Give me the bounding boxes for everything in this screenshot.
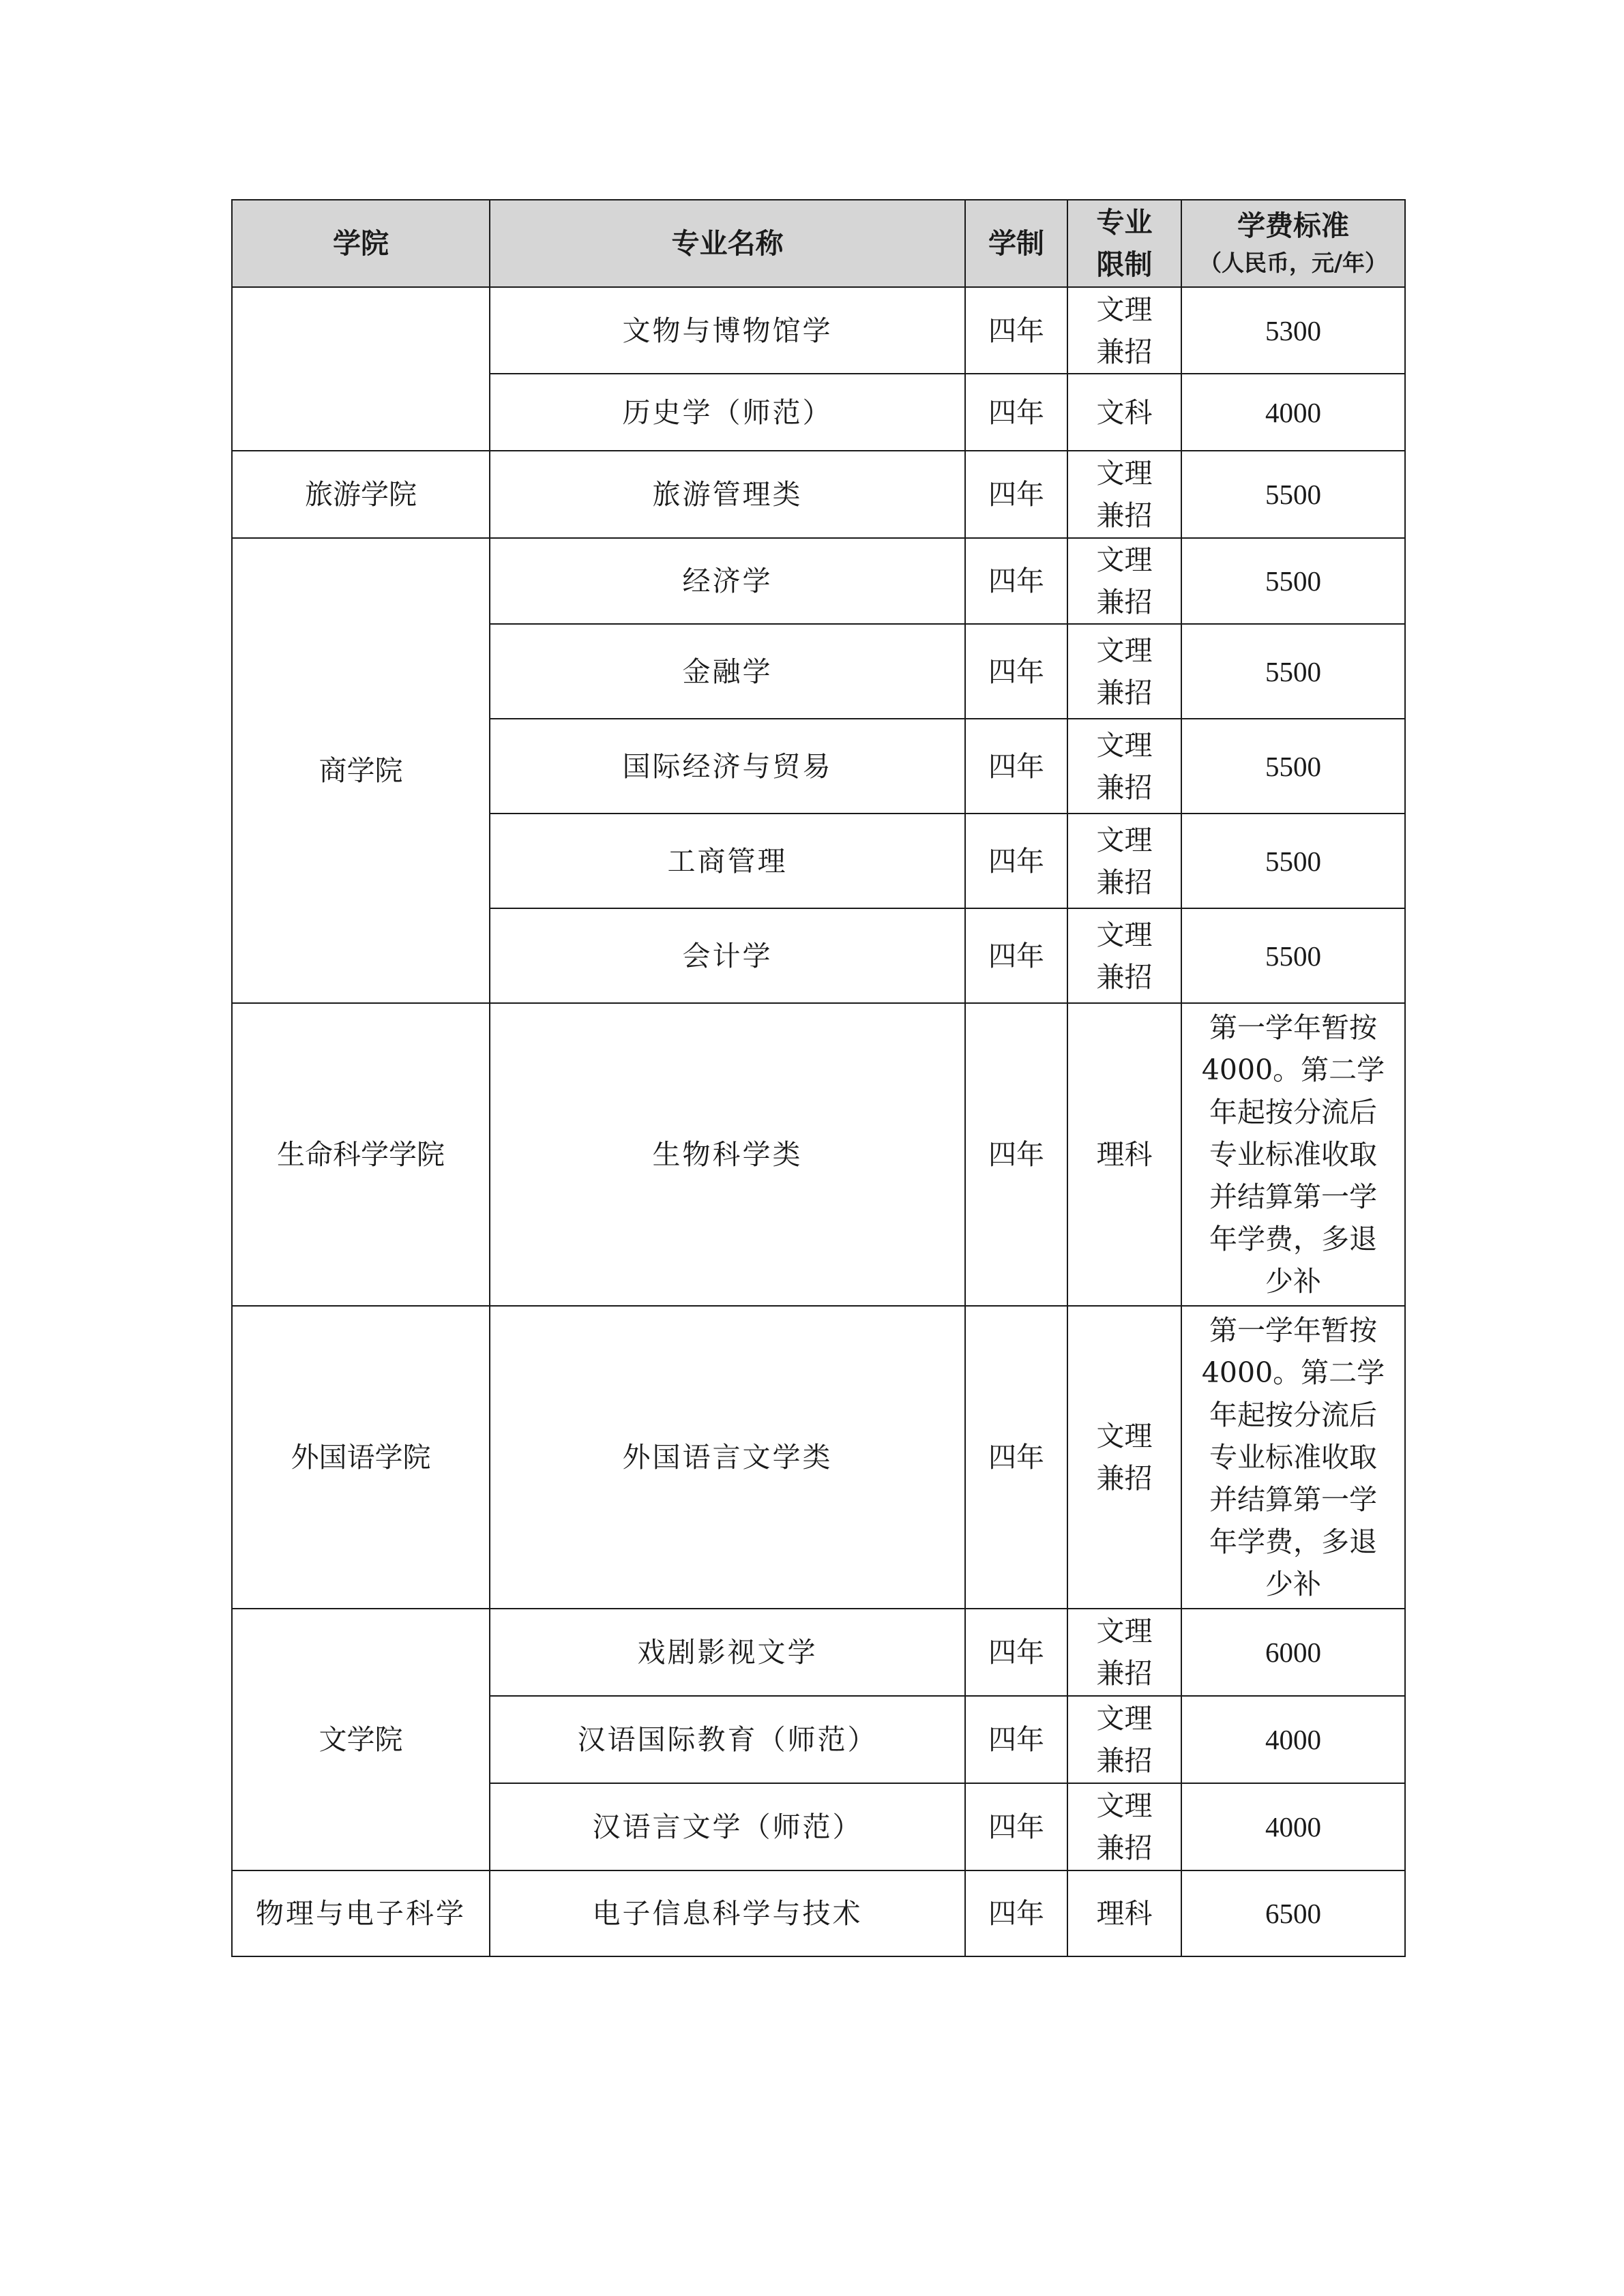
fee-cell: 4000 — [1181, 374, 1405, 451]
restriction-cell: 理科 — [1067, 1870, 1181, 1956]
table-row — [232, 1306, 1405, 1609]
major-cell: 旅游管理类 — [490, 451, 965, 538]
major-cell: 国际经济与贸易 — [490, 719, 965, 814]
header-duration: 学制 — [965, 200, 1067, 287]
college-cell: 生命科学学院 — [232, 1003, 490, 1306]
restriction-cell: 文理 兼招 — [1067, 1306, 1181, 1609]
college-cell: 物理与电子科学 — [232, 1870, 490, 1956]
college-cell — [232, 287, 490, 451]
fee-cell: 5500 — [1181, 814, 1405, 908]
major-cell: 汉语言文学（师范） — [490, 1783, 965, 1870]
fee-cell: 4000 — [1181, 1696, 1405, 1783]
restriction-cell: 文理 兼招 — [1067, 287, 1181, 374]
fee-cell: 6500 — [1181, 1870, 1405, 1956]
fee-cell: 5500 — [1181, 908, 1405, 1003]
fee-cell: 4000 — [1181, 1783, 1405, 1870]
table-header-row — [232, 200, 1405, 287]
table-row — [232, 1870, 1405, 1956]
header-fee-sub: （人民币，元/年） — [1198, 250, 1388, 276]
restriction-cell: 文理 兼招 — [1067, 1609, 1181, 1696]
major-cell: 外国语言文学类 — [490, 1306, 965, 1609]
duration-cell: 四年 — [965, 374, 1067, 451]
college-cell: 外国语学院 — [232, 1306, 490, 1609]
duration-cell: 四年 — [965, 1306, 1067, 1609]
restriction-cell: 文理 兼招 — [1067, 814, 1181, 908]
major-cell: 会计学 — [490, 908, 965, 1003]
table-row — [232, 538, 1405, 624]
duration-cell: 四年 — [965, 814, 1067, 908]
major-cell: 历史学（师范） — [490, 374, 965, 451]
header-restriction: 专业 限制 — [1067, 200, 1181, 287]
duration-cell: 四年 — [965, 1696, 1067, 1783]
fee-cell: 5500 — [1181, 451, 1405, 538]
duration-cell: 四年 — [965, 1870, 1067, 1956]
restriction-cell: 文理 兼招 — [1067, 1696, 1181, 1783]
table-row — [232, 1609, 1405, 1696]
duration-cell: 四年 — [965, 719, 1067, 814]
table-row — [232, 287, 1405, 374]
duration-cell: 四年 — [965, 1003, 1067, 1306]
restriction-cell: 文理 兼招 — [1067, 908, 1181, 1003]
duration-cell: 四年 — [965, 451, 1067, 538]
duration-cell: 四年 — [965, 538, 1067, 624]
duration-cell: 四年 — [965, 1783, 1067, 1870]
duration-cell: 四年 — [965, 908, 1067, 1003]
restriction-cell: 文理 兼招 — [1067, 719, 1181, 814]
fee-cell: 5500 — [1181, 719, 1405, 814]
college-cell: 旅游学院 — [232, 451, 490, 538]
major-cell: 电子信息科学与技术 — [490, 1870, 965, 1956]
fee-cell: 5300 — [1181, 287, 1405, 374]
header-major: 专业名称 — [490, 200, 965, 287]
fee-note-cell: 第一学年暂按 4000。第二学 年起按分流后 专业标准收取 并结算第一学 年学费，多退 少补 — [1181, 1306, 1405, 1609]
restriction-cell: 文理 兼招 — [1067, 538, 1181, 624]
major-cell: 金融学 — [490, 624, 965, 719]
major-cell: 经济学 — [490, 538, 965, 624]
header-college: 学院 — [232, 200, 490, 287]
major-cell: 戏剧影视文学 — [490, 1609, 965, 1696]
restriction-cell: 文理 兼招 — [1067, 1783, 1181, 1870]
duration-cell: 四年 — [965, 1609, 1067, 1696]
restriction-cell: 文理 兼招 — [1067, 451, 1181, 538]
college-cell: 商学院 — [232, 538, 490, 1003]
college-cell: 文学院 — [232, 1609, 490, 1870]
fee-note-cell: 第一学年暂按 4000。第二学 年起按分流后 专业标准收取 并结算第一学 年学费，多退 少补 — [1181, 1003, 1405, 1306]
major-cell: 生物科学类 — [490, 1003, 965, 1306]
restriction-cell: 文理 兼招 — [1067, 624, 1181, 719]
table-row — [232, 451, 1405, 538]
table-row — [232, 1003, 1405, 1306]
tuition-fee-table — [231, 199, 1406, 1957]
fee-cell: 5500 — [1181, 624, 1405, 719]
header-fee-main: 学费标准 — [1237, 209, 1349, 242]
major-cell: 工商管理 — [490, 814, 965, 908]
fee-cell: 5500 — [1181, 538, 1405, 624]
header-fee — [1181, 200, 1405, 287]
major-cell: 汉语国际教育（师范） — [490, 1696, 965, 1783]
duration-cell: 四年 — [965, 287, 1067, 374]
restriction-cell: 文科 — [1067, 374, 1181, 451]
duration-cell: 四年 — [965, 624, 1067, 719]
fee-cell: 6000 — [1181, 1609, 1405, 1696]
major-cell: 文物与博物馆学 — [490, 287, 965, 374]
restriction-cell: 理科 — [1067, 1003, 1181, 1306]
